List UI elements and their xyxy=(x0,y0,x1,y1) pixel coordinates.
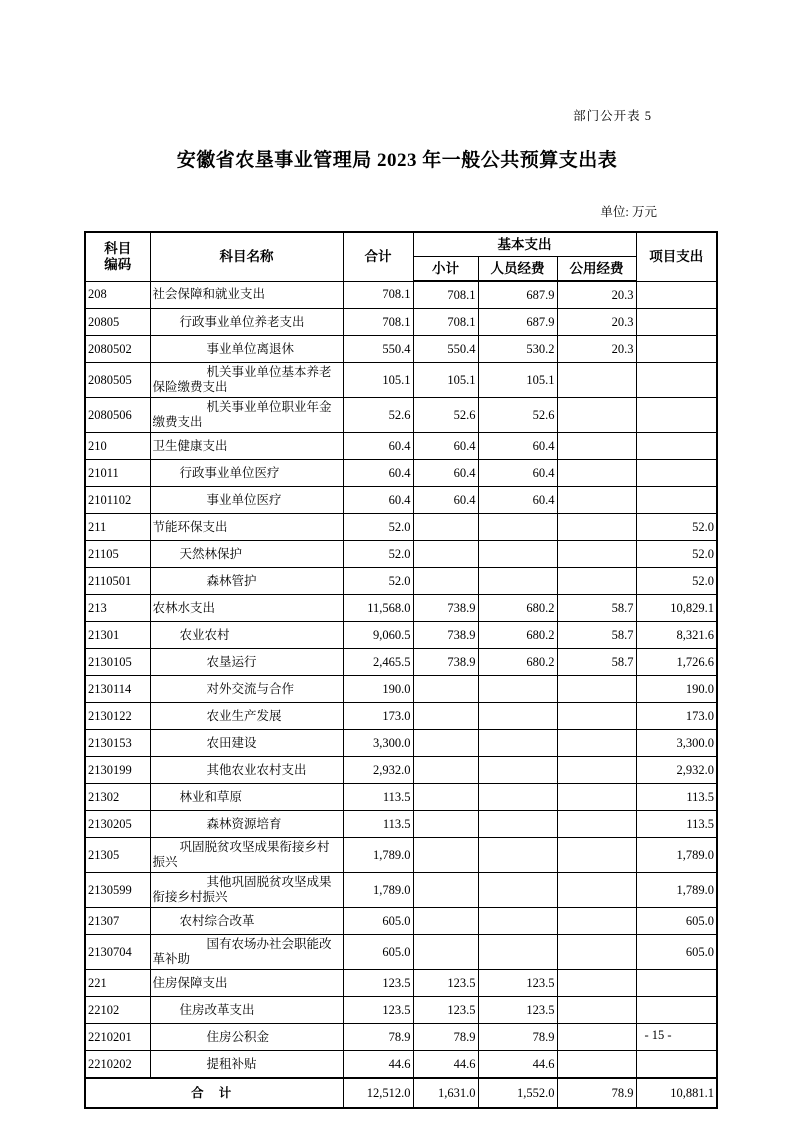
table-row xyxy=(85,541,717,568)
subtotal-cell: 60.4 xyxy=(413,487,478,514)
total-cell: 9,060.5 xyxy=(343,622,413,649)
total-cell: 60.4 xyxy=(343,433,413,460)
header-public-funds: 公用经费 xyxy=(557,257,636,282)
personnel-cell: 60.4 xyxy=(478,460,557,487)
personnel-cell: 123.5 xyxy=(478,970,557,997)
subject-code-cell: 2080502 xyxy=(85,336,150,363)
table-row xyxy=(85,649,717,676)
table-row xyxy=(85,460,717,487)
project-cell: 605.0 xyxy=(636,908,717,935)
subtotal-cell xyxy=(413,568,478,595)
subject-code-cell: 21105 xyxy=(85,541,150,568)
public-funds-cell xyxy=(557,541,636,568)
subject-code-cell: 2101102 xyxy=(85,487,150,514)
subject-name-cell: 农村综合改革 xyxy=(150,908,343,935)
subtotal-cell xyxy=(413,935,478,970)
subject-name-cell: 其他巩固脱贫攻坚成果衔接乡村振兴 xyxy=(150,873,343,908)
subtotal-cell xyxy=(413,811,478,838)
header-basic-expenditure: 基本支出 xyxy=(413,232,636,257)
subtotal-cell: 738.9 xyxy=(413,595,478,622)
personnel-cell xyxy=(478,811,557,838)
total-cell: 708.1 xyxy=(343,281,413,309)
total-cell: 605.0 xyxy=(343,908,413,935)
subtotal-cell: 44.6 xyxy=(413,1051,478,1079)
table-row xyxy=(85,873,717,908)
total-cell: 2,465.5 xyxy=(343,649,413,676)
public-funds-cell: 20.3 xyxy=(557,309,636,336)
total-cell: 52.0 xyxy=(343,568,413,595)
total-row-personnel: 1,552.0 xyxy=(478,1078,557,1108)
public-funds-cell xyxy=(557,703,636,730)
subject-name-cell: 住房改革支出 xyxy=(150,997,343,1024)
subject-name-cell: 机关事业单位基本养老保险缴费支出 xyxy=(150,363,343,398)
subject-name-cell: 农林水支出 xyxy=(150,595,343,622)
project-cell: 1,789.0 xyxy=(636,838,717,873)
table-row xyxy=(85,838,717,873)
subtotal-cell: 60.4 xyxy=(413,460,478,487)
public-funds-cell: 20.3 xyxy=(557,336,636,363)
personnel-cell: 60.4 xyxy=(478,433,557,460)
personnel-cell xyxy=(478,676,557,703)
personnel-cell: 680.2 xyxy=(478,595,557,622)
subject-code-cell: 2110501 xyxy=(85,568,150,595)
subject-code-cell: 2080506 xyxy=(85,398,150,433)
subject-name-cell: 农田建设 xyxy=(150,730,343,757)
public-funds-cell xyxy=(557,908,636,935)
public-funds-cell: 58.7 xyxy=(557,622,636,649)
total-cell: 11,568.0 xyxy=(343,595,413,622)
public-funds-cell xyxy=(557,363,636,398)
subject-code-cell: 2130114 xyxy=(85,676,150,703)
subject-name-cell: 对外交流与合作 xyxy=(150,676,343,703)
project-cell: 10,829.1 xyxy=(636,595,717,622)
total-cell: 52.0 xyxy=(343,541,413,568)
subtotal-cell xyxy=(413,784,478,811)
subject-name-cell: 农垦运行 xyxy=(150,649,343,676)
table-body xyxy=(85,281,717,1078)
header-subject-name: 科目名称 xyxy=(150,232,343,281)
table-row xyxy=(85,997,717,1024)
personnel-cell: 60.4 xyxy=(478,487,557,514)
total-cell: 113.5 xyxy=(343,811,413,838)
total-cell: 52.6 xyxy=(343,398,413,433)
project-cell xyxy=(636,487,717,514)
subject-code-cell: 21302 xyxy=(85,784,150,811)
unit-label: 单位: 万元 xyxy=(600,205,657,219)
table-row xyxy=(85,970,717,997)
subject-name-cell: 农业生产发展 xyxy=(150,703,343,730)
public-funds-cell xyxy=(557,398,636,433)
project-cell xyxy=(636,281,717,309)
public-funds-cell xyxy=(557,970,636,997)
subtotal-cell xyxy=(413,838,478,873)
subject-name-cell: 其他农业农村支出 xyxy=(150,757,343,784)
subject-name-cell: 提租补贴 xyxy=(150,1051,343,1079)
table-row xyxy=(85,281,717,309)
public-funds-cell xyxy=(557,873,636,908)
table-row xyxy=(85,730,717,757)
subject-code-cell: 2130704 xyxy=(85,935,150,970)
total-cell: 2,932.0 xyxy=(343,757,413,784)
total-cell: 1,789.0 xyxy=(343,838,413,873)
subject-name-cell: 农业农村 xyxy=(150,622,343,649)
subtotal-cell xyxy=(413,730,478,757)
header-total: 合计 xyxy=(343,232,413,281)
public-funds-cell xyxy=(557,730,636,757)
table-row xyxy=(85,398,717,433)
personnel-cell: 687.9 xyxy=(478,281,557,309)
personnel-cell: 530.2 xyxy=(478,336,557,363)
project-cell xyxy=(636,433,717,460)
project-cell: 113.5 xyxy=(636,811,717,838)
subject-code-cell: 2130599 xyxy=(85,873,150,908)
subject-name-cell: 森林管护 xyxy=(150,568,343,595)
project-cell: 8,321.6 xyxy=(636,622,717,649)
public-funds-cell xyxy=(557,460,636,487)
project-cell: 173.0 xyxy=(636,703,717,730)
personnel-cell: 44.6 xyxy=(478,1051,557,1079)
subject-name-cell: 行政事业单位医疗 xyxy=(150,460,343,487)
subject-code-cell: 210 xyxy=(85,433,150,460)
total-cell: 550.4 xyxy=(343,336,413,363)
subject-code-cell: 213 xyxy=(85,595,150,622)
subject-code-cell: 21011 xyxy=(85,460,150,487)
subject-name-cell: 住房保障支出 xyxy=(150,970,343,997)
project-cell xyxy=(636,997,717,1024)
table-row xyxy=(85,309,717,336)
subject-code-cell: 22102 xyxy=(85,997,150,1024)
subtotal-cell: 123.5 xyxy=(413,997,478,1024)
personnel-cell xyxy=(478,514,557,541)
table-row xyxy=(85,935,717,970)
subject-name-cell: 社会保障和就业支出 xyxy=(150,281,343,309)
subject-code-cell: 2210202 xyxy=(85,1051,150,1079)
total-cell: 123.5 xyxy=(343,970,413,997)
project-cell xyxy=(636,309,717,336)
personnel-cell xyxy=(478,730,557,757)
subtotal-cell xyxy=(413,676,478,703)
project-cell xyxy=(636,1051,717,1079)
table-row xyxy=(85,568,717,595)
project-cell: 2,932.0 xyxy=(636,757,717,784)
subtotal-cell: 708.1 xyxy=(413,309,478,336)
subject-name-cell: 林业和草原 xyxy=(150,784,343,811)
personnel-cell: 78.9 xyxy=(478,1024,557,1051)
subtotal-cell: 708.1 xyxy=(413,281,478,309)
total-cell: 190.0 xyxy=(343,676,413,703)
subject-code-cell: 2130205 xyxy=(85,811,150,838)
total-cell: 60.4 xyxy=(343,460,413,487)
subtotal-cell: 105.1 xyxy=(413,363,478,398)
subject-code-cell: 208 xyxy=(85,281,150,309)
table-row xyxy=(85,336,717,363)
header-personnel-funds: 人员经费 xyxy=(478,257,557,282)
subject-name-cell: 巩固脱贫攻坚成果衔接乡村振兴 xyxy=(150,838,343,873)
subject-name-cell: 住房公积金 xyxy=(150,1024,343,1051)
subject-name-cell: 机关事业单位职业年金缴费支出 xyxy=(150,398,343,433)
table-row xyxy=(85,595,717,622)
subject-name-cell: 事业单位离退休 xyxy=(150,336,343,363)
total-row-subtotal: 1,631.0 xyxy=(413,1078,478,1108)
subject-name-cell: 行政事业单位养老支出 xyxy=(150,309,343,336)
total-row-public: 78.9 xyxy=(557,1078,636,1108)
subject-code-cell: 2130153 xyxy=(85,730,150,757)
personnel-cell xyxy=(478,784,557,811)
subtotal-cell xyxy=(413,514,478,541)
subtotal-cell: 52.6 xyxy=(413,398,478,433)
personnel-cell: 687.9 xyxy=(478,309,557,336)
personnel-cell: 123.5 xyxy=(478,997,557,1024)
project-cell: 52.0 xyxy=(636,541,717,568)
subtotal-cell: 60.4 xyxy=(413,433,478,460)
personnel-cell xyxy=(478,838,557,873)
subject-name-cell: 卫生健康支出 xyxy=(150,433,343,460)
subtotal-cell: 738.9 xyxy=(413,649,478,676)
project-cell: 113.5 xyxy=(636,784,717,811)
page-title: 安徽省农垦事业管理局 2023 年一般公共预算支出表 xyxy=(176,150,618,171)
table-row xyxy=(85,784,717,811)
table-row xyxy=(85,811,717,838)
public-funds-cell: 58.7 xyxy=(557,595,636,622)
total-cell: 52.0 xyxy=(343,514,413,541)
public-funds-cell: 20.3 xyxy=(557,281,636,309)
table-row xyxy=(85,622,717,649)
table-row xyxy=(85,433,717,460)
total-cell: 605.0 xyxy=(343,935,413,970)
budget-table xyxy=(84,231,718,1109)
project-cell xyxy=(636,398,717,433)
header-subject-code xyxy=(85,232,150,281)
public-funds-cell xyxy=(557,997,636,1024)
table-row xyxy=(85,757,717,784)
subtotal-cell xyxy=(413,757,478,784)
total-cell: 1,789.0 xyxy=(343,873,413,908)
public-funds-cell xyxy=(557,487,636,514)
table-row xyxy=(85,487,717,514)
project-cell: 1,789.0 xyxy=(636,873,717,908)
personnel-cell xyxy=(478,935,557,970)
project-cell xyxy=(636,970,717,997)
subtotal-cell: 78.9 xyxy=(413,1024,478,1051)
subtotal-cell: 550.4 xyxy=(413,336,478,363)
total-cell: 708.1 xyxy=(343,309,413,336)
public-funds-cell xyxy=(557,433,636,460)
subject-code-cell: 211 xyxy=(85,514,150,541)
page-number: - 15 - xyxy=(644,1028,672,1042)
subtotal-cell xyxy=(413,873,478,908)
subject-code-cell: 221 xyxy=(85,970,150,997)
project-cell: 190.0 xyxy=(636,676,717,703)
personnel-cell: 52.6 xyxy=(478,398,557,433)
subject-name-cell: 森林资源培育 xyxy=(150,811,343,838)
subtotal-cell xyxy=(413,908,478,935)
subtotal-cell: 123.5 xyxy=(413,970,478,997)
table-row xyxy=(85,908,717,935)
table-row xyxy=(85,514,717,541)
subject-code-cell: 21305 xyxy=(85,838,150,873)
personnel-cell xyxy=(478,568,557,595)
public-funds-cell xyxy=(557,1051,636,1079)
total-cell: 3,300.0 xyxy=(343,730,413,757)
personnel-cell xyxy=(478,908,557,935)
total-cell: 113.5 xyxy=(343,784,413,811)
total-row-total: 12,512.0 xyxy=(343,1078,413,1108)
header-row-1 xyxy=(85,232,717,257)
subject-code-cell: 20805 xyxy=(85,309,150,336)
subject-code-cell: 21301 xyxy=(85,622,150,649)
subtotal-cell xyxy=(413,703,478,730)
subject-name-cell: 国有农场办社会职能改革补助 xyxy=(150,935,343,970)
public-funds-cell xyxy=(557,811,636,838)
table-row xyxy=(85,676,717,703)
public-funds-cell xyxy=(557,784,636,811)
header-project-expenditure: 项目支出 xyxy=(636,232,717,281)
personnel-cell: 105.1 xyxy=(478,363,557,398)
subtotal-cell: 738.9 xyxy=(413,622,478,649)
subject-name-cell: 事业单位医疗 xyxy=(150,487,343,514)
subject-name-cell: 天然林保护 xyxy=(150,541,343,568)
total-row-label: 合 计 xyxy=(85,1078,343,1108)
header-subject-code-line1: 科目 xyxy=(104,240,132,256)
total-cell: 60.4 xyxy=(343,487,413,514)
public-funds-cell: 58.7 xyxy=(557,649,636,676)
project-cell: 52.0 xyxy=(636,568,717,595)
subject-code-cell: 2130199 xyxy=(85,757,150,784)
project-cell: 605.0 xyxy=(636,935,717,970)
public-funds-cell xyxy=(557,568,636,595)
total-cell: 78.9 xyxy=(343,1024,413,1051)
header-subtotal: 小计 xyxy=(413,257,478,282)
total-cell: 173.0 xyxy=(343,703,413,730)
public-funds-cell xyxy=(557,757,636,784)
total-cell: 123.5 xyxy=(343,997,413,1024)
personnel-cell xyxy=(478,703,557,730)
project-cell xyxy=(636,363,717,398)
total-cell: 44.6 xyxy=(343,1051,413,1079)
table-row xyxy=(85,703,717,730)
public-funds-cell xyxy=(557,676,636,703)
project-cell xyxy=(636,336,717,363)
subject-code-cell: 21307 xyxy=(85,908,150,935)
public-funds-cell xyxy=(557,838,636,873)
total-row xyxy=(85,1078,717,1108)
total-cell: 105.1 xyxy=(343,363,413,398)
total-row-project: 10,881.1 xyxy=(636,1078,717,1108)
project-cell xyxy=(636,460,717,487)
table-row xyxy=(85,1051,717,1079)
public-funds-cell xyxy=(557,514,636,541)
subject-code-cell: 2210201 xyxy=(85,1024,150,1051)
doc-label: 部门公开表 5 xyxy=(573,109,652,123)
personnel-cell: 680.2 xyxy=(478,622,557,649)
personnel-cell: 680.2 xyxy=(478,649,557,676)
subject-code-cell: 2130105 xyxy=(85,649,150,676)
subtotal-cell xyxy=(413,541,478,568)
personnel-cell xyxy=(478,541,557,568)
subject-code-cell: 2130122 xyxy=(85,703,150,730)
public-funds-cell xyxy=(557,935,636,970)
subject-code-cell: 2080505 xyxy=(85,363,150,398)
header-subject-code-line2: 编码 xyxy=(104,256,132,272)
project-cell: 1,726.6 xyxy=(636,649,717,676)
table-row xyxy=(85,363,717,398)
project-cell: 3,300.0 xyxy=(636,730,717,757)
project-cell: 52.0 xyxy=(636,514,717,541)
subject-name-cell: 节能环保支出 xyxy=(150,514,343,541)
personnel-cell xyxy=(478,757,557,784)
personnel-cell xyxy=(478,873,557,908)
